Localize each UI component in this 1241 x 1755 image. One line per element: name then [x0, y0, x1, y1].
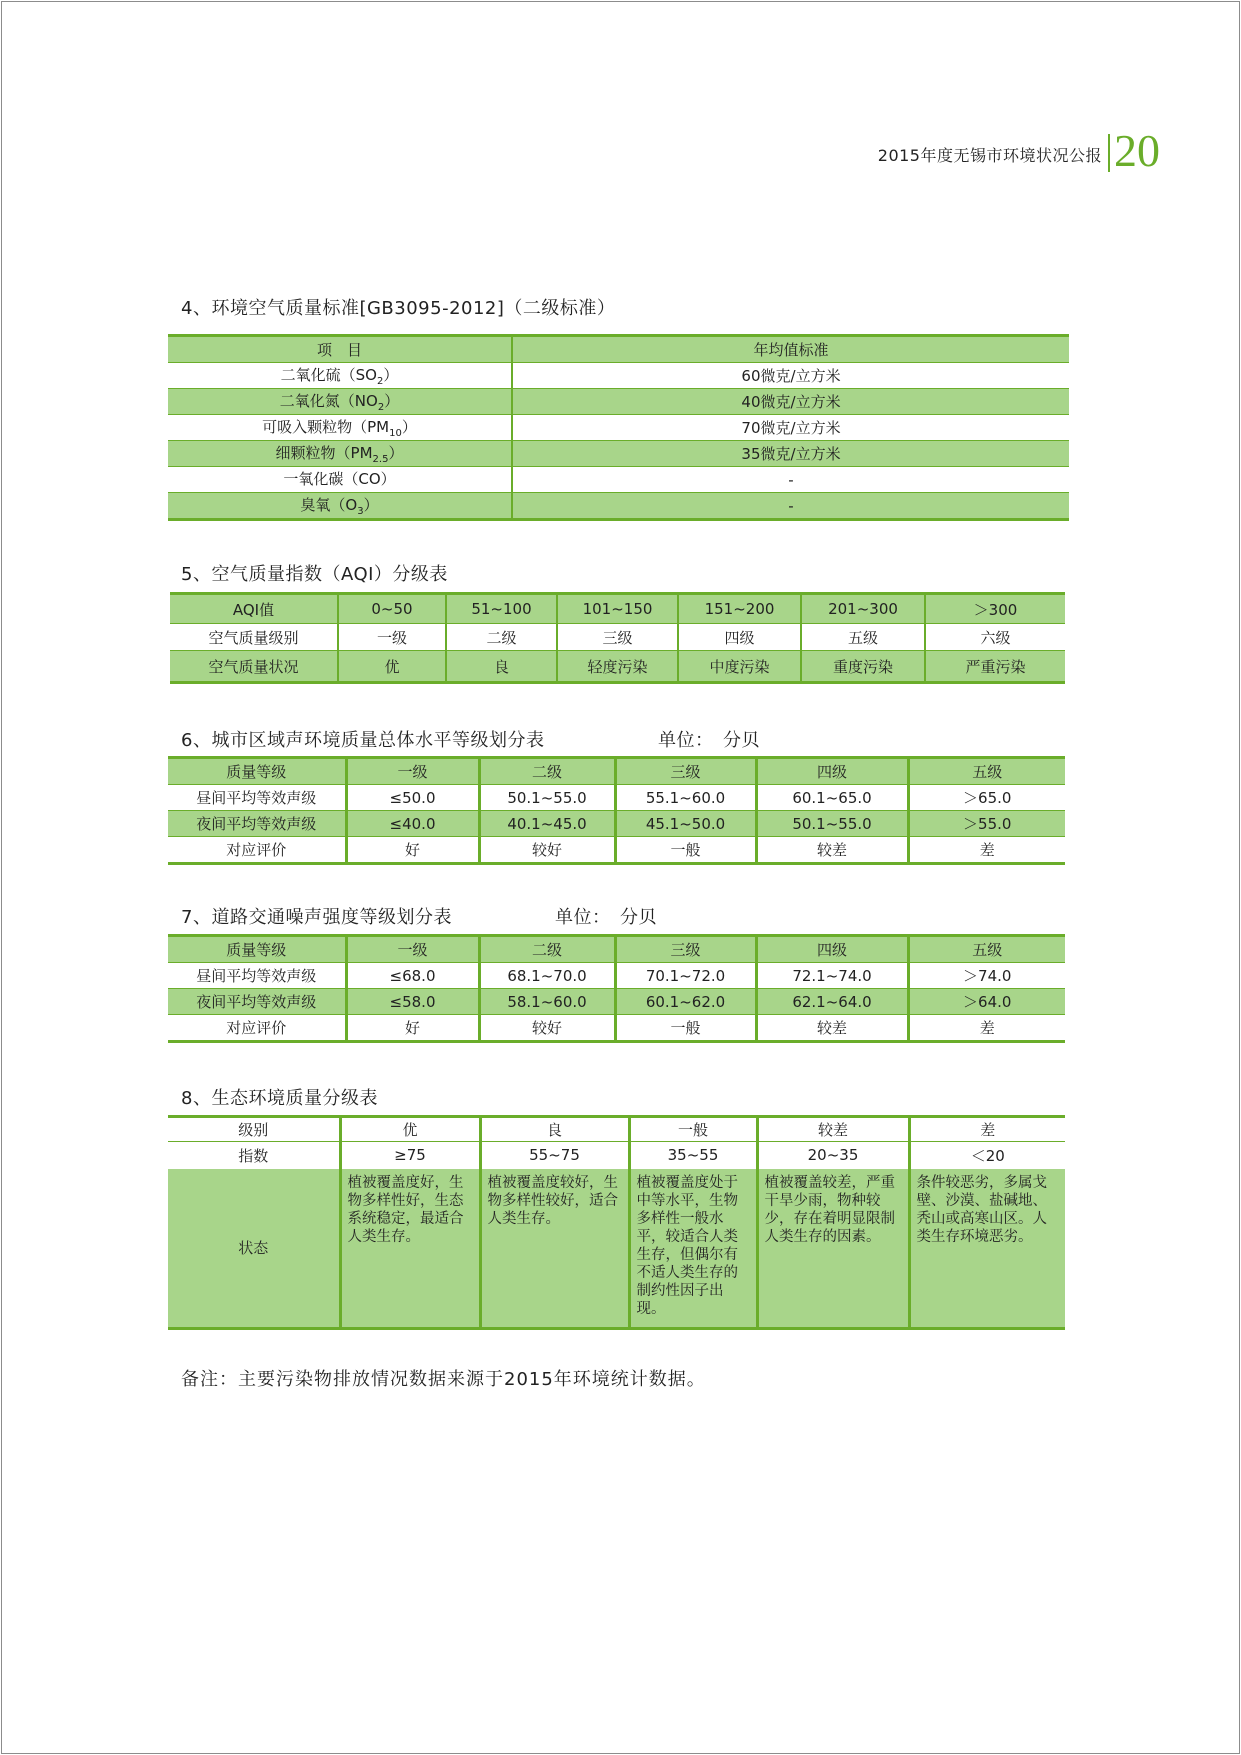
table-cell: ＞74.0 [908, 963, 1065, 989]
table-cell: 一般 [629, 1117, 757, 1142]
section4-title: 4、环境空气质量标准[GB3095-2012]（二级标准） [181, 298, 616, 319]
table-cell: ≥75 [340, 1142, 480, 1169]
pollutant-cell: 细颗粒物$(PM_{2.5})$ [168, 441, 512, 467]
row-label: 级别 [168, 1117, 340, 1142]
air-quality-standard-table [168, 334, 1069, 521]
table-cell: 较差 [756, 837, 908, 864]
pollutant-cell: 二氧化硫$(SO_2)$ [168, 363, 512, 389]
table-cell: 55.1~60.0 [615, 785, 756, 811]
table-cell: 50.1~55.0 [479, 785, 615, 811]
row-label: 昼间平均等效声级 [168, 785, 346, 811]
traffic-noise-grade-table [168, 934, 1065, 1043]
state-description: 条件较恶劣，多属戈壁、沙漠、盐碱地、秃山或高寒山区。人类生存环境恶劣。 [909, 1169, 1065, 1329]
table-cell: 40.1~45.0 [479, 811, 615, 837]
row-label: 空气质量状况 [170, 651, 338, 683]
section7-title-text: 7、道路交通噪声强度等级划分表 [181, 907, 452, 928]
table-cell: 二级 [446, 624, 557, 651]
section8-title: 8、生态环境质量分级表 [181, 1088, 378, 1109]
table-cell: 严重污染 [925, 651, 1065, 683]
state-description: 植被覆盖度好，生物多样性好，生态系统稳定，最适合人类生存。 [340, 1169, 480, 1329]
table-cell: 差 [908, 1015, 1065, 1042]
row-label: 空气质量级别 [170, 624, 338, 651]
table-cell: 四级 [756, 758, 908, 785]
table-row [170, 651, 1065, 683]
table-cell: 68.1~70.0 [479, 963, 615, 989]
table-cell: 20~35 [757, 1142, 909, 1169]
table-cell: 三级 [615, 758, 756, 785]
table-cell: 58.1~60.0 [479, 989, 615, 1015]
row-label: 对应评价 [168, 837, 346, 864]
aqi-grade-table [170, 592, 1065, 684]
table-cell: 二级 [479, 758, 615, 785]
table-cell: 55~75 [480, 1142, 629, 1169]
table-row [168, 936, 1065, 963]
table-row [168, 363, 1069, 389]
table-cell: 60.1~65.0 [756, 785, 908, 811]
table-row [168, 811, 1065, 837]
table-cell: 60.1~62.0 [615, 989, 756, 1015]
report-title: 2015年度无锡市环境状况公报 [877, 146, 1102, 165]
table-row [168, 989, 1065, 1015]
table-row [168, 415, 1069, 441]
footnote: 备注：主要污染物排放情况数据来源于2015年环境统计数据。 [181, 1369, 706, 1390]
table-cell: 70.1~72.0 [615, 963, 756, 989]
table-cell: 好 [346, 1015, 479, 1042]
table-row [168, 1169, 1065, 1329]
table-row [170, 624, 1065, 651]
standard-value: 40微克/立方米 [512, 389, 1069, 415]
row-label: 状态 [168, 1169, 340, 1329]
table-cell: 五级 [908, 936, 1065, 963]
table-row [168, 441, 1069, 467]
section6-title-text: 6、城市区域声环境质量总体水平等级划分表 [181, 730, 545, 751]
table-cell: 50.1~55.0 [756, 811, 908, 837]
standard-value: 60微克/立方米 [512, 363, 1069, 389]
table-cell: ≤50.0 [346, 785, 479, 811]
page-header [877, 125, 1160, 176]
header-divider [1108, 134, 1110, 172]
table-cell: 六级 [925, 624, 1065, 651]
state-description: 植被覆盖较差，严重干旱少雨，物种较少，存在着明显限制人类生存的因素。 [757, 1169, 909, 1329]
section6-title [181, 726, 760, 752]
row-label: 夜间平均等效声级 [168, 811, 346, 837]
pollutant-cell: 可吸入颗粒物$(PM_{10})$ [168, 415, 512, 441]
table-cell: 一级 [346, 936, 479, 963]
table-cell: ＞55.0 [908, 811, 1065, 837]
table-cell: 较好 [479, 1015, 615, 1042]
pollutant-cell: 二氧化氮$(NO_2)$ [168, 389, 512, 415]
table-cell: 三级 [615, 936, 756, 963]
state-description: 植被覆盖度处于中等水平，生物多样性一般水平，较适合人类生存，但偶尔有不适人类生存的制约性因子出现。 [629, 1169, 757, 1329]
area-noise-grade-table [168, 756, 1065, 865]
table-row [168, 785, 1065, 811]
table-row [168, 758, 1065, 785]
table-cell: 优 [340, 1117, 480, 1142]
table-cell: 62.1~64.0 [756, 989, 908, 1015]
table-cell: ＞300 [925, 594, 1065, 624]
ecological-quality-table [168, 1115, 1065, 1330]
table-cell: 72.1~74.0 [756, 963, 908, 989]
standard-value: 35微克/立方米 [512, 441, 1069, 467]
table-cell: ＞65.0 [908, 785, 1065, 811]
page-number: 20 [1114, 125, 1160, 176]
standard-value: - [512, 467, 1069, 493]
table-cell: 一般 [615, 837, 756, 864]
table-cell: 四级 [756, 936, 908, 963]
row-label: 昼间平均等效声级 [168, 963, 346, 989]
row-label: 指数 [238, 1146, 269, 1165]
table-row [168, 493, 1069, 520]
table-cell: 较差 [756, 1015, 908, 1042]
table-cell: 一级 [346, 758, 479, 785]
section6-unit: 单位： 分贝 [658, 730, 760, 751]
state-description: 植被覆盖度较好，生物多样性较好，适合人类生存。 [480, 1169, 629, 1329]
row-label: AQI值 [170, 594, 338, 624]
pollutant-cell: 一氧化碳（CO） [168, 467, 512, 493]
table-cell: 优 [338, 651, 446, 683]
table-cell: 重度污染 [801, 651, 925, 683]
table-cell: 好 [346, 837, 479, 864]
table-row [168, 963, 1065, 989]
table-cell: 良 [480, 1117, 629, 1142]
row-label: 质量等级 [168, 936, 346, 963]
table-cell: 151~200 [678, 594, 801, 624]
table-cell: 差 [909, 1117, 1065, 1142]
table-cell: ＞64.0 [908, 989, 1065, 1015]
section5-title: 5、空气质量指数（AQI）分级表 [181, 564, 448, 585]
table-row [168, 837, 1065, 864]
table-cell: 较好 [479, 837, 615, 864]
row-label: 质量等级 [168, 758, 346, 785]
table-cell: 五级 [908, 758, 1065, 785]
table-row [168, 1015, 1065, 1042]
table-cell: 51~100 [446, 594, 557, 624]
table-cell: 一般 [615, 1015, 756, 1042]
table-cell: 一级 [338, 624, 446, 651]
table-cell: 三级 [557, 624, 678, 651]
table-cell: 差 [908, 837, 1065, 864]
row-label: 对应评价 [168, 1015, 346, 1042]
table-cell: 45.1~50.0 [615, 811, 756, 837]
table-cell: 较差 [757, 1117, 909, 1142]
table-row [168, 389, 1069, 415]
standard-value: 70微克/立方米 [512, 415, 1069, 441]
table-cell: 0~50 [338, 594, 446, 624]
section7-title [181, 903, 657, 929]
column-header: 年均值标准 [512, 336, 1069, 363]
table-row [168, 1142, 1065, 1169]
table-cell: 四级 [678, 624, 801, 651]
table-cell: 轻度污染 [557, 651, 678, 683]
page-border [1, 1, 1240, 1754]
table-cell: ≤40.0 [346, 811, 479, 837]
table-cell: ≤68.0 [346, 963, 479, 989]
standard-value: - [512, 493, 1069, 520]
table-row [168, 467, 1069, 493]
table-header-row [168, 336, 1069, 363]
column-header: 项 目 [168, 336, 512, 363]
section7-unit: 单位： 分贝 [555, 907, 657, 928]
table-cell: ≤58.0 [346, 989, 479, 1015]
table-row [168, 1117, 1065, 1142]
table-cell: 101~150 [557, 594, 678, 624]
table-cell: 五级 [801, 624, 925, 651]
table-cell: 35~55 [629, 1142, 757, 1169]
row-label: 夜间平均等效声级 [168, 989, 346, 1015]
pollutant-cell: 臭氧$(O_3)$ [168, 493, 512, 520]
table-row [170, 594, 1065, 624]
table-cell: 201~300 [801, 594, 925, 624]
table-cell: 良 [446, 651, 557, 683]
table-cell: ＜20 [909, 1142, 1065, 1169]
table-cell: 二级 [479, 936, 615, 963]
table-cell: 中度污染 [678, 651, 801, 683]
